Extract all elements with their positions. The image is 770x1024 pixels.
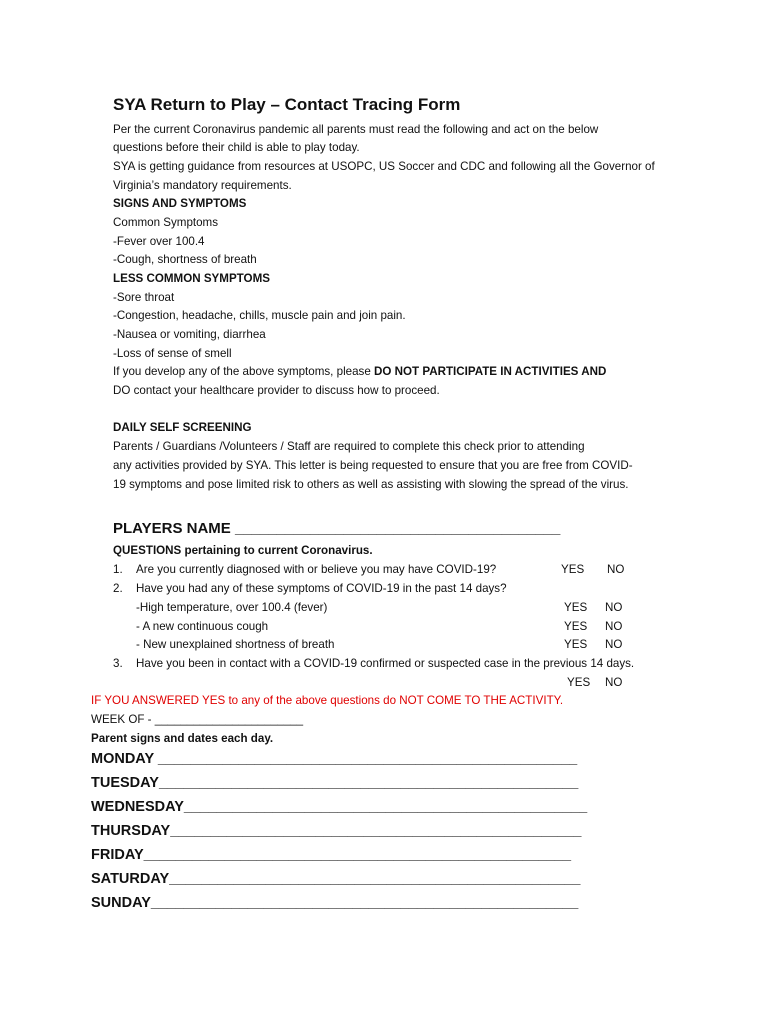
week-of-field[interactable]: WEEK OF - _______________________	[91, 713, 304, 726]
symptom-item: -Congestion, headache, chills, muscle pain and join pain.	[113, 309, 406, 322]
daily-heading: DAILY SELF SCREENING	[113, 421, 252, 434]
daily-line: 19 symptoms and pose limited risk to others as well as assisting with slowing the spread of the virus.	[113, 478, 629, 491]
no-option[interactable]: NO	[605, 620, 623, 633]
question-number: 2.	[113, 582, 123, 595]
form-title: SYA Return to Play – Contact Tracing Form	[113, 95, 461, 114]
parent-signs-label: Parent signs and dates each day.	[91, 732, 274, 745]
daily-line: any activities provided by SYA. This letter is being requested to ensure that you are free from COVID-	[113, 459, 633, 472]
day-signature-monday[interactable]: MONDAY ____________________________________________________	[91, 751, 578, 767]
advice-text: If you develop any of the above symptoms, please	[113, 365, 375, 378]
signs-heading: SIGNS AND SYMPTOMS	[113, 197, 247, 210]
symptom-item: -Sore throat	[113, 291, 175, 304]
question-number: 1.	[113, 563, 123, 576]
yes-option[interactable]: YES	[564, 620, 588, 633]
symptom-item: -Loss of sense of smell	[113, 347, 232, 360]
day-signature-tuesday[interactable]: TUESDAY____________________________________________________	[91, 775, 579, 791]
daily-line: Parents / Guardians /Volunteers / Staff are required to complete this check prior to attending	[113, 440, 585, 453]
no-option[interactable]: NO	[605, 601, 623, 614]
questions-heading: QUESTIONS pertaining to current Coronavirus.	[113, 544, 373, 557]
question-2: Have you had any of these symptoms of COVID-19 in the past 14 days?	[136, 582, 507, 595]
question-1: Are you currently diagnosed with or believe you may have COVID-19?	[136, 563, 497, 576]
day-signature-wednesday[interactable]: WEDNESDAY__________________________________________________	[91, 799, 588, 815]
symptom-item: -Nausea or vomiting, diarrhea	[113, 328, 266, 341]
less-common-heading: LESS COMMON SYMPTOMS	[113, 272, 270, 285]
advice-line-2: DO contact your healthcare provider to discuss how to proceed.	[113, 384, 440, 397]
day-signature-saturday[interactable]: SATURDAY___________________________________________________	[91, 871, 581, 887]
no-option[interactable]: NO	[605, 676, 623, 689]
yes-option[interactable]: YES	[567, 676, 591, 689]
players-name-field[interactable]: PLAYERS NAME _______________________________________	[113, 520, 561, 537]
day-signature-friday[interactable]: FRIDAY_____________________________________________________	[91, 847, 572, 863]
yes-option[interactable]: YES	[564, 601, 588, 614]
day-signature-sunday[interactable]: SUNDAY_____________________________________________________	[91, 895, 579, 911]
question-number: 3.	[113, 657, 123, 670]
symptom-item: -Fever over 100.4	[113, 235, 205, 248]
yes-option[interactable]: YES	[561, 563, 585, 576]
no-option[interactable]: NO	[607, 563, 625, 576]
day-signature-thursday[interactable]: THURSDAY___________________________________________________	[91, 823, 582, 839]
sub-question: - A new continuous cough	[136, 620, 269, 633]
no-option[interactable]: NO	[605, 638, 623, 651]
sub-question: -High temperature, over 100.4 (fever)	[136, 601, 328, 614]
question-3: Have you been in contact with a COVID-19 confirmed or suspected case in the previous 14 days.	[136, 657, 635, 670]
intro-line: SYA is getting guidance from resources at USOPC, US Soccer and CDC and following all the Governor of	[113, 160, 655, 173]
advice-line	[113, 365, 606, 379]
warning-text: IF YOU ANSWERED YES to any of the above questions do NOT COME TO THE ACTIVITY.	[91, 694, 564, 707]
common-label: Common Symptoms	[113, 216, 219, 229]
symptom-item: -Cough, shortness of breath	[113, 253, 257, 266]
intro-line: Virginia’s mandatory requirements.	[113, 179, 292, 192]
advice-emphasis: DO NOT PARTICIPATE IN ACTIVITIES AND	[374, 365, 607, 378]
sub-question: - New unexplained shortness of breath	[136, 638, 335, 651]
yes-option[interactable]: YES	[564, 638, 588, 651]
intro-line: questions before their child is able to play today.	[113, 141, 360, 154]
intro-line: Per the current Coronavirus pandemic all parents must read the following and act on the below	[113, 123, 599, 136]
